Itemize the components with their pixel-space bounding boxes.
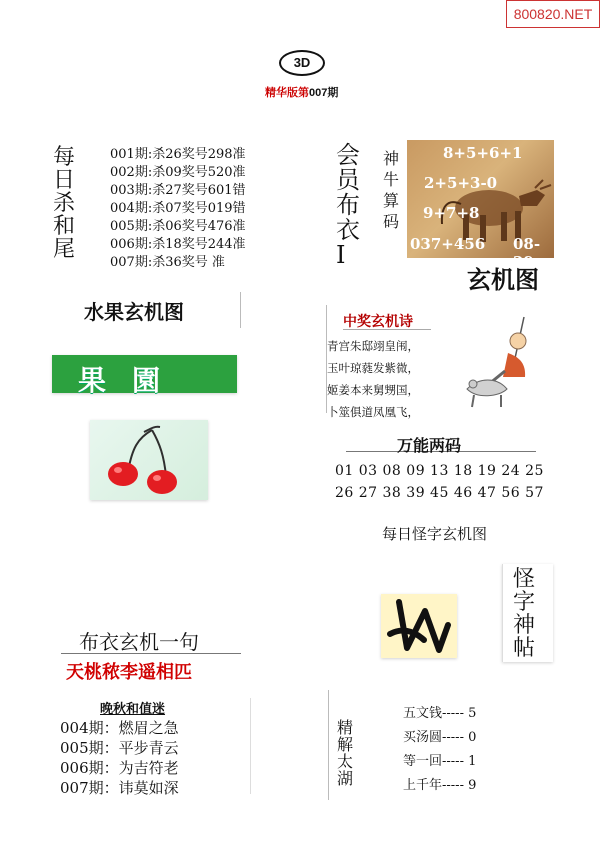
- riddle-subtitle: 晚秋和值迷: [100, 702, 166, 717]
- buyi-phrase-panel: [62, 658, 246, 684]
- cherry-image: [90, 420, 208, 500]
- kill-row: 003期:杀27奖号601错: [110, 183, 246, 198]
- member-title: [336, 143, 360, 268]
- poem-line: 姬姜本来舅甥国，: [327, 383, 419, 397]
- subtitle-char: 码: [383, 212, 400, 231]
- title-char: 每: [53, 145, 76, 170]
- title-char: 精: [337, 718, 354, 737]
- taihu-value: 1: [468, 754, 477, 769]
- taihu-panel: [328, 690, 499, 800]
- buyi-title-panel: [61, 626, 243, 654]
- poem-title: 中奖玄机诗: [343, 314, 413, 330]
- poem-line: 玉叶琼蕤发紫微，: [327, 361, 419, 375]
- ox-code-right: 08-29: [513, 235, 541, 271]
- taihu-row: [403, 774, 476, 798]
- taihu-label: 等一回-----: [403, 754, 464, 769]
- ox-image: [407, 140, 554, 271]
- guai-label-panel: [502, 564, 553, 662]
- issue-prefix: 精华版第: [265, 87, 309, 99]
- issue-label: [265, 84, 338, 100]
- kill-row: 006期:杀18奖号244准: [110, 237, 246, 252]
- kill-row: 007期:杀36奖号 准: [110, 255, 225, 270]
- fruit-panel: [50, 292, 241, 328]
- label-char: 帖: [513, 636, 536, 661]
- kill-row: 005期:杀06奖号476准: [110, 219, 246, 234]
- two-codes-panel: [330, 433, 554, 507]
- riddle-row: 007期：讳莫如深: [60, 779, 179, 797]
- poem-lines: [327, 335, 419, 423]
- subtitle-char: 算: [383, 191, 400, 210]
- taihu-row: [403, 750, 476, 774]
- guai-label: [513, 568, 535, 660]
- buyi-title: 布衣玄机一句: [79, 630, 199, 654]
- two-codes-row: 26 27 38 39 45 46 47 56 57: [335, 485, 544, 501]
- poem-panel: [326, 305, 553, 419]
- title-char: 和: [53, 214, 76, 239]
- guai-caption: 每日怪字玄机图: [382, 525, 488, 543]
- fruit-banner: [52, 355, 237, 397]
- title-char: 解: [337, 735, 354, 754]
- taihu-list: [403, 702, 476, 798]
- title-char: 太: [337, 752, 354, 771]
- site-watermark: 800820.NET: [506, 0, 600, 28]
- buyi-phrase: 天桃秾李遥相匹: [66, 662, 192, 683]
- label-char: 字: [513, 590, 536, 615]
- taihu-label: 买汤圆-----: [403, 730, 464, 745]
- kill-row: 001期:杀26奖号298准: [110, 147, 246, 162]
- guai-image: [381, 594, 457, 658]
- label-char: 神: [513, 613, 536, 638]
- taihu-label: 五文钱-----: [403, 706, 464, 721]
- title-char: 会: [336, 141, 360, 169]
- taihu-title: [337, 719, 353, 787]
- issue-number: 007期: [309, 87, 339, 99]
- member-caption: 玄机图: [467, 266, 539, 294]
- two-codes-title: 万能两码: [397, 436, 462, 455]
- riddle-row: 004期：燃眉之急: [60, 719, 179, 737]
- brand-logo: 3D: [279, 50, 325, 76]
- kill-list: [110, 146, 246, 272]
- riddle-row: 006期：为吉符老: [60, 759, 179, 777]
- fruit-title: 水果玄机图: [84, 300, 184, 324]
- taihu-label: 上千年-----: [403, 778, 464, 793]
- member-subtitle: [383, 148, 399, 232]
- taihu-value: 5: [468, 706, 477, 721]
- title-char: I: [336, 241, 346, 269]
- kill-row: 004期:杀07奖号019错: [110, 201, 246, 216]
- kill-row: 002期:杀09奖号520准: [110, 165, 246, 180]
- cherry-icon: [90, 420, 208, 500]
- taihu-value: 9: [468, 778, 477, 793]
- ox-eq-3: 9+7+8: [423, 204, 480, 222]
- taihu-value: 0: [468, 730, 477, 745]
- banner-text: 果園: [78, 364, 187, 397]
- daily-kill-panel: [48, 140, 248, 270]
- title-char: 日: [53, 168, 76, 193]
- subtitle-char: 牛: [383, 170, 400, 189]
- poem-line: 卜筮俱道凤凰飞，: [327, 405, 419, 419]
- subtitle-char: 神: [383, 149, 400, 168]
- ox-eq-2: 2+5+3-0: [424, 174, 498, 192]
- daily-kill-title: [53, 146, 75, 261]
- taihu-row: [403, 726, 476, 750]
- title-char: 衣: [336, 216, 360, 244]
- title-char: 布: [336, 191, 360, 219]
- label-char: 怪: [513, 567, 536, 592]
- guai-icon: [381, 594, 457, 658]
- ox-eq-1: 8+5+6+1: [443, 144, 523, 162]
- title-char: 尾: [53, 237, 76, 262]
- title-char: 湖: [337, 769, 354, 788]
- two-codes-row: 01 03 08 09 13 18 19 24 25: [335, 463, 544, 479]
- title-char: 员: [336, 166, 360, 194]
- riddle-panel: [60, 698, 251, 797]
- riddle-row: 005期：平步青云: [60, 739, 179, 757]
- ox-code-left: 037+456: [410, 235, 486, 253]
- poem-line: 青宫朱邸翊皇闱，: [327, 339, 419, 353]
- member-panel: [332, 140, 558, 294]
- farmer-image: [459, 315, 549, 410]
- riddle-list: [60, 718, 179, 798]
- taihu-row: [403, 702, 476, 726]
- farmer-icon: [459, 315, 549, 410]
- title-char: 杀: [53, 191, 76, 216]
